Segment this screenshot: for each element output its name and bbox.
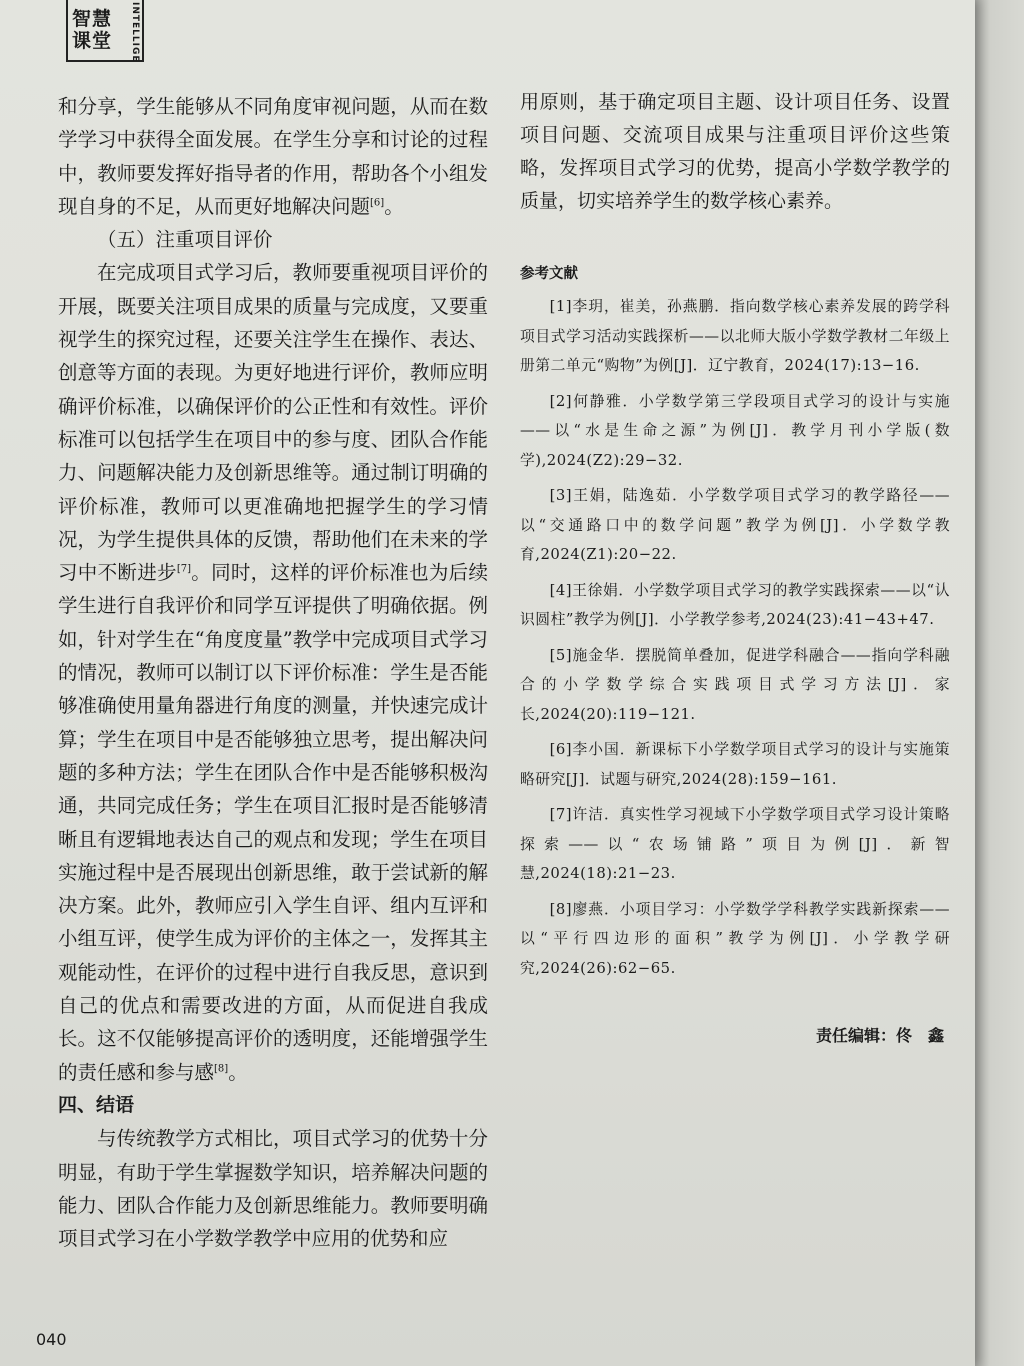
left-p2-cont: 。同时，这样的评价标准也为后续学生进行自我评价和同学互评提供了明确依据。例如，针对学生在“角度度量”教学中完成项目式学习的情况，教师可以制订以下评价标准：学生是否能够准确使用量角器进行角度的测量，并快速完成计算；学生在项目中是否能够独立思考，提出解决问题的多种方法；学生在团队合作中是否能够积极沟通，共同完成任务；学生在项目汇报时是否能够清晰且有逻辑地表达自己的观点和发现；学生在项目实施过程中是否展现出创新思维，敢于尝试新的解决方案。此外，教师应引入学生自评、组内互评和小组互评，使学生成为评价的主体之一，发挥其主观能动性，在评价的过程中进行自我反思，意识到自己的优点和需要改进的方面，从而促进自我成长。这不仅能够提高评价的透明度，还能增强学生的责任感和参与感 xyxy=(58,561,488,1084)
left-paragraph-2 xyxy=(58,256,488,1088)
left-p1-end: 。 xyxy=(384,194,404,218)
left-p1-text: 和分享，学生能够从不同角度审视问题，从而在数学学习中获得全面发展。在学生分享和讨论的过程中，教师要发挥好指导者的作用，帮助各个小组发现自身的不足，从而更好地解决问题 xyxy=(58,95,488,218)
citation-6: [6] xyxy=(370,197,385,209)
citation-8: [8] xyxy=(214,1063,229,1075)
reference-item-8: [8]廖燕．小项目学习：小学数学学科教学实践新探索——以“平行四边形的面积”教学为例[J]．小学教学研究,2024(26):62−65. xyxy=(520,900,950,977)
adjacent-page-edge xyxy=(975,0,1024,1366)
column-logo xyxy=(66,0,144,62)
logo-line-1: 智慧 xyxy=(72,8,113,30)
reference-item-4: [4]王徐娟．小学数学项目式学习的教学实践探索——以“认识圆柱”教学为例[J]．小学教学参考,2024(23):41−43+47. xyxy=(520,581,950,628)
left-paragraph-1 xyxy=(58,90,488,223)
reference-item-7: [7]许洁．真实性学习视域下小学数学项目式学习设计策略探索——以“农场铺路”项目为例[J]．新智慧,2024(18):21−23. xyxy=(520,806,950,882)
section-4-heading: 四、结语 xyxy=(58,1093,135,1116)
responsible-editor: 责任编辑：佟 鑫 xyxy=(815,1026,944,1045)
left-column xyxy=(58,90,488,1255)
right-paragraph-1: 用原则，基于确定项目主题、设计项目任务、设置项目问题、交流项目成果与注重项目评价这些策略，发挥项目式学习的优势，提高小学数学教学的质量，切实培养学生的数学核心素养。 xyxy=(520,91,950,212)
left-paragraph-3: 与传统教学方式相比，项目式学习的优势十分明显，有助于学生掌握数学知识，培养解决问题的能力、团队合作能力及创新思维能力。教师要明确项目式学习在小学数学教学中应用的优势和应 xyxy=(58,1127,488,1251)
right-column xyxy=(520,86,950,1052)
section-5-heading: （五）注重项目评价 xyxy=(97,228,273,252)
reference-item-6: [6]李小国．新课标下小学数学项目式学习的设计与实施策略研究[J]．试题与研究,2024(28):159−161. xyxy=(520,741,950,788)
reference-item-1: [1]李玥，崔美，孙燕鹏．指向数学核心素养发展的跨学科项目式学习活动实践探析——以北师大版小学数学教材二年级上册第二单元“购物”为例[J]．辽宁教育，2024(17):13−16. xyxy=(520,298,950,374)
references-title: 参考文献 xyxy=(520,266,578,282)
left-p2-text: 在完成项目式学习后，教师要重视项目评价的开展，既要关注项目成果的质量与完成度，又要重视学生的探究过程，还要关注学生在操作、表达、创意等方面的表现。为更好地进行评价，教师应明确评价标准，以确保评价的公正性和有效性。评价标准可以包括学生在项目中的参与度、团队合作能力、问题解决能力及创新思维等。通过制订明确的评价标准，教师可以更准确地把握学生的学习情况，为学生提供具体的反馈，帮助他们在未来的学习中不断进步 xyxy=(58,261,488,585)
page-number: 040 xyxy=(36,1330,67,1349)
reference-item-2: [2]何静雅．小学数学第三学段项目式学习的设计与实施——以“水是生命之源”为例[J]．教学月刊小学版(数学),2024(Z2):29−32. xyxy=(520,392,950,469)
reference-item-3: [3]王娟，陆逸茹．小学数学项目式学习的教学路径——以“交通路口中的数学问题”教学为例[J]．小学数学教育,2024(Z1):20−22. xyxy=(520,487,950,563)
logo-title xyxy=(72,8,124,52)
reference-item-5: [5]施金华．摆脱简单叠加，促进学科融合——指向学科融合的小学数学综合实践项目式学习方法[J]．家长,2024(20):119−121. xyxy=(520,646,950,723)
citation-7: [7] xyxy=(176,563,191,575)
left-p2-end: 。 xyxy=(228,1060,248,1084)
logo-line-2: 课堂 xyxy=(72,30,113,52)
logo-vertical-text: INTELLIGE xyxy=(130,2,140,63)
